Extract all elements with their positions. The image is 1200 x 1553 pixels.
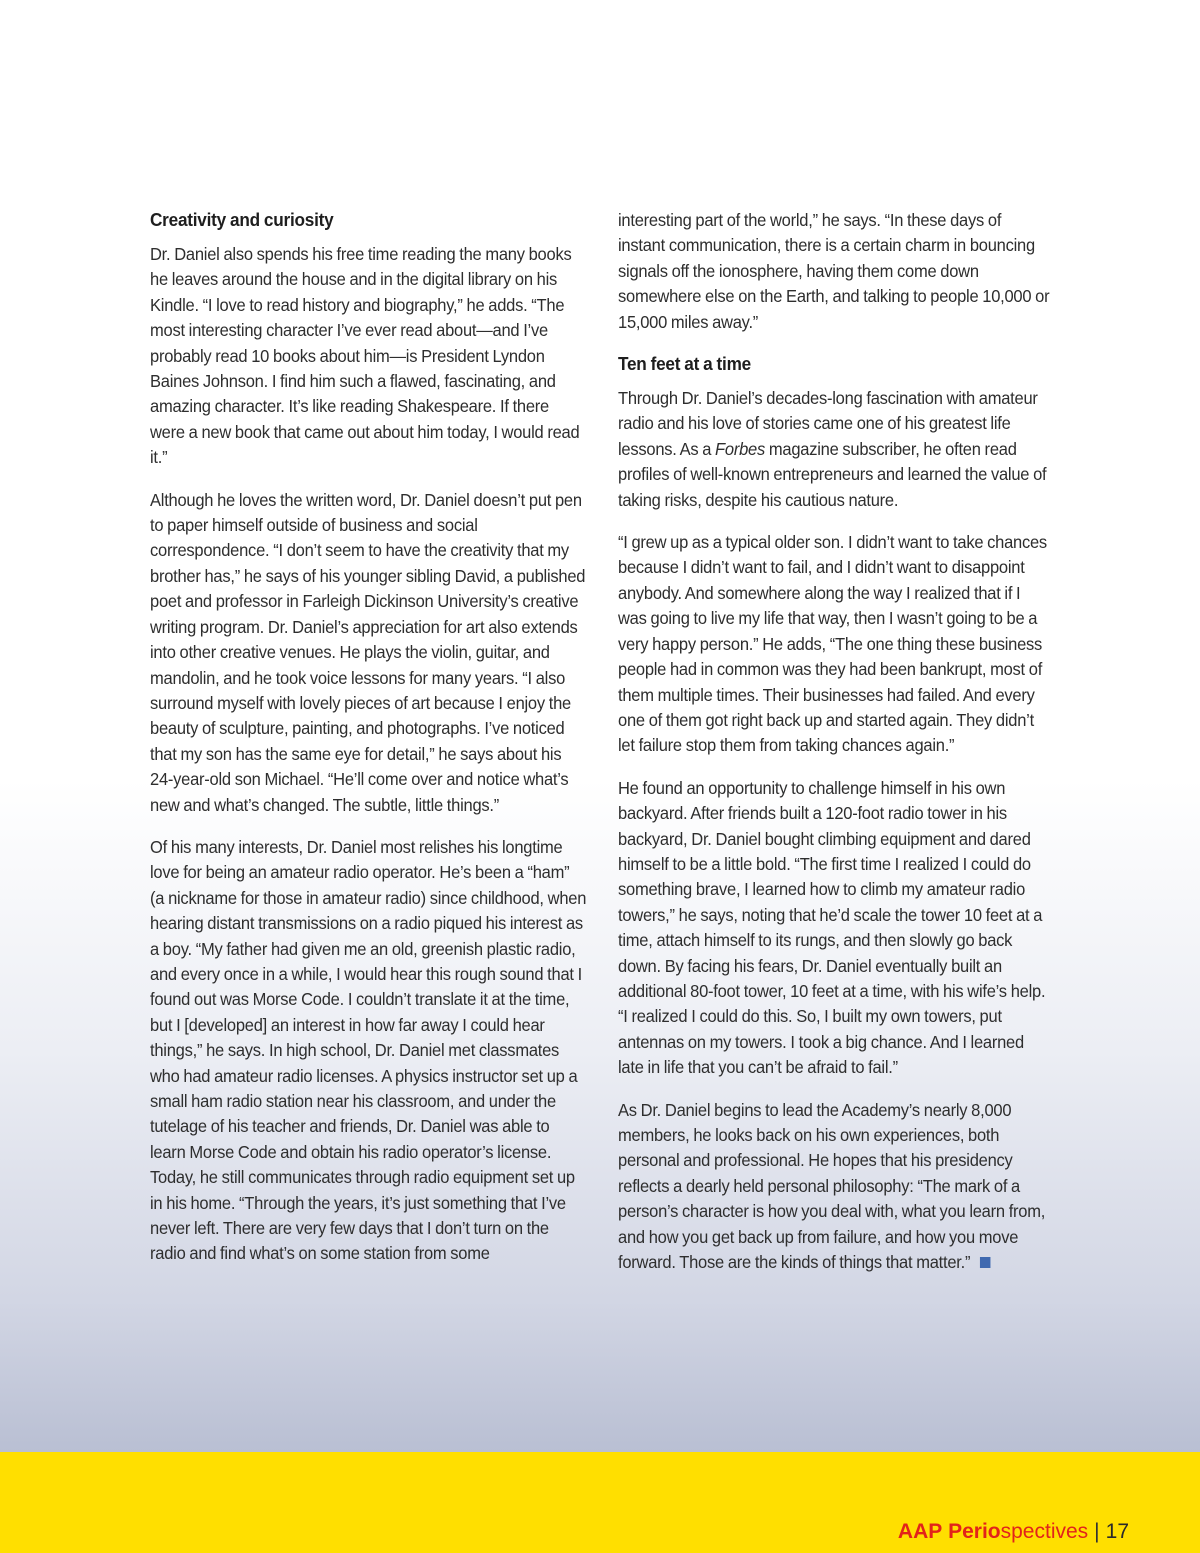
end-of-article-square-icon [980,1257,991,1268]
paragraph-final [618,1098,1050,1276]
footer-branding [898,1520,1129,1544]
right-column [618,208,1050,1292]
paragraph-older-son: “I grew up as a typical older son. I didn’t want to take chances because I didn’t want to fail, and I didn’t want to disappoint anybody. And somewhere along the way I realized that if I was going to live my life that way, then I wasn’t going to be a very happy person.” He adds, “The one thing these business people had in common was they had been bankrupt, most of them multiple times. Their businesses had failed. And every one of them got right back up and started again. They didn’t let failure stop them from taking chances again.” [618,532,1047,756]
final-paragraph-text: As Dr. Daniel begins to lead the Academy’s nearly 8,000 members, he looks back on his own experiences, both personal and professional. He hopes that his presidency reflects a dearly held personal philosophy: “The mark of a person’s character is how you deal with, what you learn from, and how you get back up from failure, and how you move forward. Those are the kinds of things that matter.” [618,1099,1046,1273]
section-heading-ten-feet: Ten feet at a time [618,354,751,375]
paragraph-forbes [618,386,1050,513]
brand-aap: AAP [897,1520,943,1543]
footer-separator: | [1094,1520,1100,1543]
section-heading-creativity: Creativity and curiosity [150,210,334,230]
paragraph-written-word: Although he loves the written word, Dr. Daniel doesn’t put pen to paper himself outside of business and social correspondence. “I don’t seem to have the creativity that my brother has,” he says of his younger sibling David, a published poet and professor in Farleigh Dickinson University’s creative writing program. Dr. Daniel’s appreciation for art also extends into other creative venues. He plays the violin, guitar, and mandolin, and he took voice lessons for many years. “I also surround myself with lovely pieces of art because I enjoy the beauty of sculpture, painting, and photographs. I’ve noticed that my son has the same eye for detail,” he says about his 24-year-old son Michael. “He’ll come over and notice what’s new and what’s changed. The subtle, little things.” [150,489,586,815]
paragraph-reading: Dr. Daniel also spends his free time reading the many books he leaves around the house and in the digital library on his Kindle. “I love to read history and biography,” he adds. “The most interesting character I’ve ever read about—and I’ve probably read 10 books about him—is President Lyndon Baines Johnson. I find him such a flawed, fascinating, and amazing character. It’s like reading Shakespeare. If there were a new book that came out about him today, I would read it.” [150,244,580,468]
brand-spectives: spectives [1000,1520,1089,1543]
page-number: 17 [1105,1520,1129,1543]
forbes-italic: Forbes [715,438,765,459]
paragraph-amateur-radio: Of his many interests, Dr. Daniel most relishes his longtime love for being an amateur radio operator. He’s been a “ham” (a nickname for those in amateur radio) since childhood, when hearing distant transmissions on a radio piqued his interest as a boy. “My father had given me an old, greenish plastic radio, and every once in a while, I would hear this rough sound that I found out was Morse Code. I couldn’t translate it at the time, but I [developed] an interest in how far away I could hear things,” he says. In high school, Dr. Daniel met classmates who had amateur radio licenses. A physics instructor set up a small ham radio station near his classroom, and under the tutelage of his teacher and friends, Dr. Daniel was able to learn Morse Code and obtain his radio operator’s license. Today, he still communicates through radio equipment set up in his home. “Through the years, it’s just something that I’ve never left. There are very few days that I don’t turn on the radio and find what’s on some station from some [150,836,587,1264]
forbes-text-before: Through Dr. Daniel’s decades-long fascination with amateur radio and his love of stories came one of his greatest life lessons. As a [618,388,1038,459]
forbes-text-after: magazine subscriber, he often read profiles of well-known entrepreneurs and learned the value of taking risks, despite his cautious nature. [618,438,1047,510]
brand-perio: Perio [948,1520,1001,1543]
paragraph-radio-tower: He found an opportunity to challenge himself in his own backyard. After friends built a 120-foot radio tower in his backyard, Dr. Daniel bought climbing equipment and dared himself to be a little bold. “The first time I realized I could do something brave, I learned how to climb my amateur radio towers,” he says, noting that he’d scale the tower 10 feet at a time, attach himself to its rungs, and then slowly go back down. By facing his fears, Dr. Daniel eventually built an additional 80-foot tower, 10 feet at a time, with his wife’s help. “I realized I could do this. So, I built my own towers, put antennas on my towers. I took a big chance. And I learned late in life that you can’t be afraid to fail.” [618,777,1046,1078]
left-column [150,208,587,1284]
paragraph-continued: interesting part of the world,” he says. “In these days of instant communication, there is a certain charm in bouncing signals off the ionosphere, having them come down somewhere else on the Earth, and talking to people 10,000 or 15,000 miles away.” [618,210,1050,332]
